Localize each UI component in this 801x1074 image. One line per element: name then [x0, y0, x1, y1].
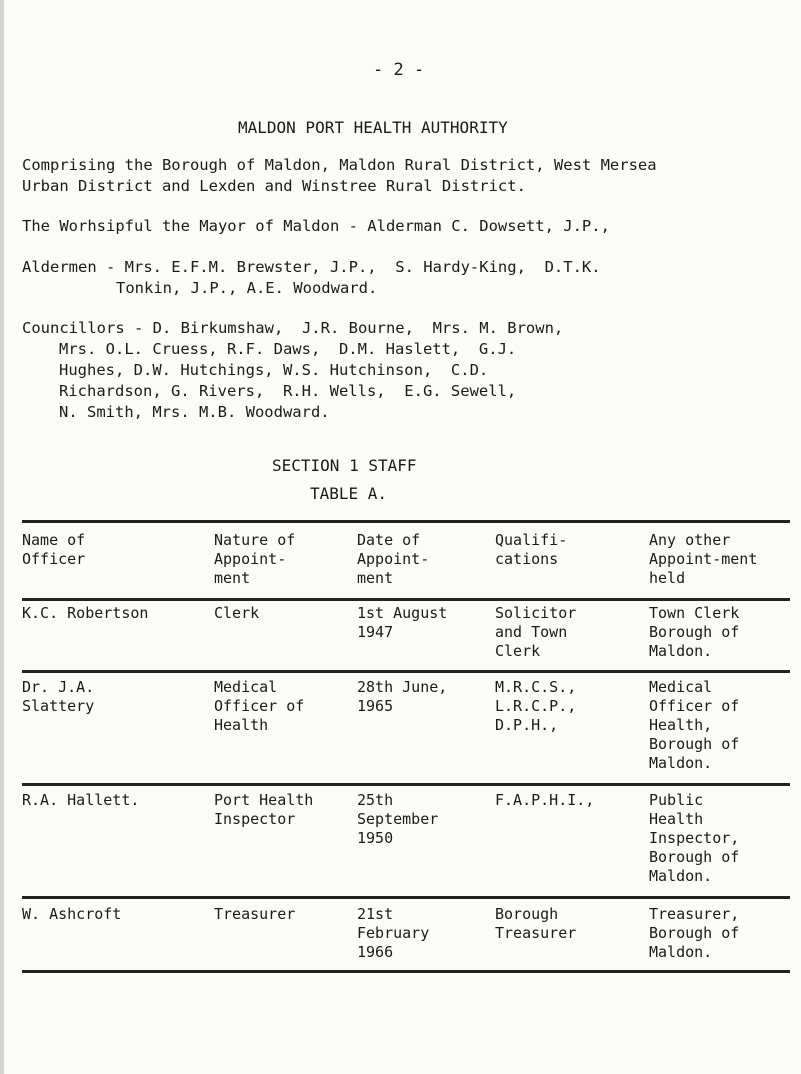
aldermen-line-2: Tonkin, J.P., A.E. Woodward. — [116, 279, 378, 297]
table-row-1-nature: Clerk — [214, 604, 260, 622]
header-nature: Nature of Appoint-ment — [214, 531, 296, 587]
table-row-1-name: K.C. Robertson — [22, 604, 149, 622]
table-row-3-nature: Port Health Inspector — [214, 791, 314, 828]
section-heading: SECTION 1 STAFF — [272, 456, 417, 475]
councillors-line-1: Councillors - D. Birkumshaw, J.R. Bourne, Mrs. M. Brown, — [22, 319, 564, 337]
header-qualifications: Qualifi-cations — [495, 531, 568, 568]
document-title: MALDON PORT HEALTH AUTHORITY — [238, 118, 508, 137]
intro-line-1: Comprising the Borough of Maldon, Maldon Rural District, West Mersea — [22, 156, 657, 174]
table-row-1-other: Town Clerk Borough of Maldon. — [649, 604, 740, 660]
table-row-2-other: Medical Officer of Health, Borough of Maldon. — [649, 678, 740, 772]
councillors-line-2: Mrs. O.L. Cruess, R.F. Daws, D.M. Haslett, G.J. — [59, 340, 517, 358]
table-row-4-nature: Treasurer — [214, 905, 296, 923]
councillors-line-4: Richardson, G. Rivers, R.H. Wells, E.G. Sewell, — [59, 382, 517, 400]
table-row-4-qualifications: Borough Treasurer — [495, 905, 577, 942]
table-row-2-qualifications: M.R.C.S., L.R.C.P., D.P.H., — [495, 678, 577, 734]
councillors-line-3: Hughes, D.W. Hutchings, W.S. Hutchinson, C.D. — [59, 361, 489, 379]
page-edge — [0, 0, 4, 1074]
table-row-3-other: Public Health Inspector, Borough of Maldon. — [649, 791, 740, 885]
table-row-1-date: 1st August 1947 — [357, 604, 448, 641]
header-rule — [22, 598, 790, 601]
aldermen-line-1: Aldermen - Mrs. E.F.M. Brewster, J.P., S. Hardy-King, D.T.K. — [22, 258, 601, 276]
table-top-rule — [22, 520, 790, 523]
mayor-line: The Worhsipful the Mayor of Maldon - Alderman C. Dowsett, J.P., — [22, 217, 610, 235]
row-3-rule — [22, 896, 790, 899]
table-row-2-nature: Medical Officer of Health — [214, 678, 305, 734]
table-bottom-rule — [22, 970, 790, 973]
row-1-rule — [22, 670, 790, 673]
councillors-line-5: N. Smith, Mrs. M.B. Woodward. — [59, 403, 330, 421]
header-date: Date of Appoint-ment — [357, 531, 430, 587]
row-2-rule — [22, 783, 790, 786]
intro-line-2: Urban District and Lexden and Winstree Rural District. — [22, 177, 526, 195]
page-number: - 2 - — [373, 60, 425, 80]
table-row-3-date: 25th September 1950 — [357, 791, 439, 847]
table-row-4-other: Treasurer, Borough of Maldon. — [649, 905, 740, 961]
table-heading: TABLE A. — [310, 484, 388, 503]
header-other: Any other Appoint-ment held — [649, 531, 758, 587]
table-row-4-name: W. Ashcroft — [22, 905, 122, 923]
header-name: Name of Officer — [22, 531, 86, 568]
table-row-3-qualifications: F.A.P.H.I., — [495, 791, 595, 809]
table-row-3-name: R.A. Hallett. — [22, 791, 140, 809]
table-row-2-date: 28th June, 1965 — [357, 678, 448, 715]
table-row-4-date: 21st February 1966 — [357, 905, 430, 961]
table-row-1-qualifications: Solicitor and Town Clerk — [495, 604, 577, 660]
table-row-2-name: Dr. J.A. Slattery — [22, 678, 95, 715]
